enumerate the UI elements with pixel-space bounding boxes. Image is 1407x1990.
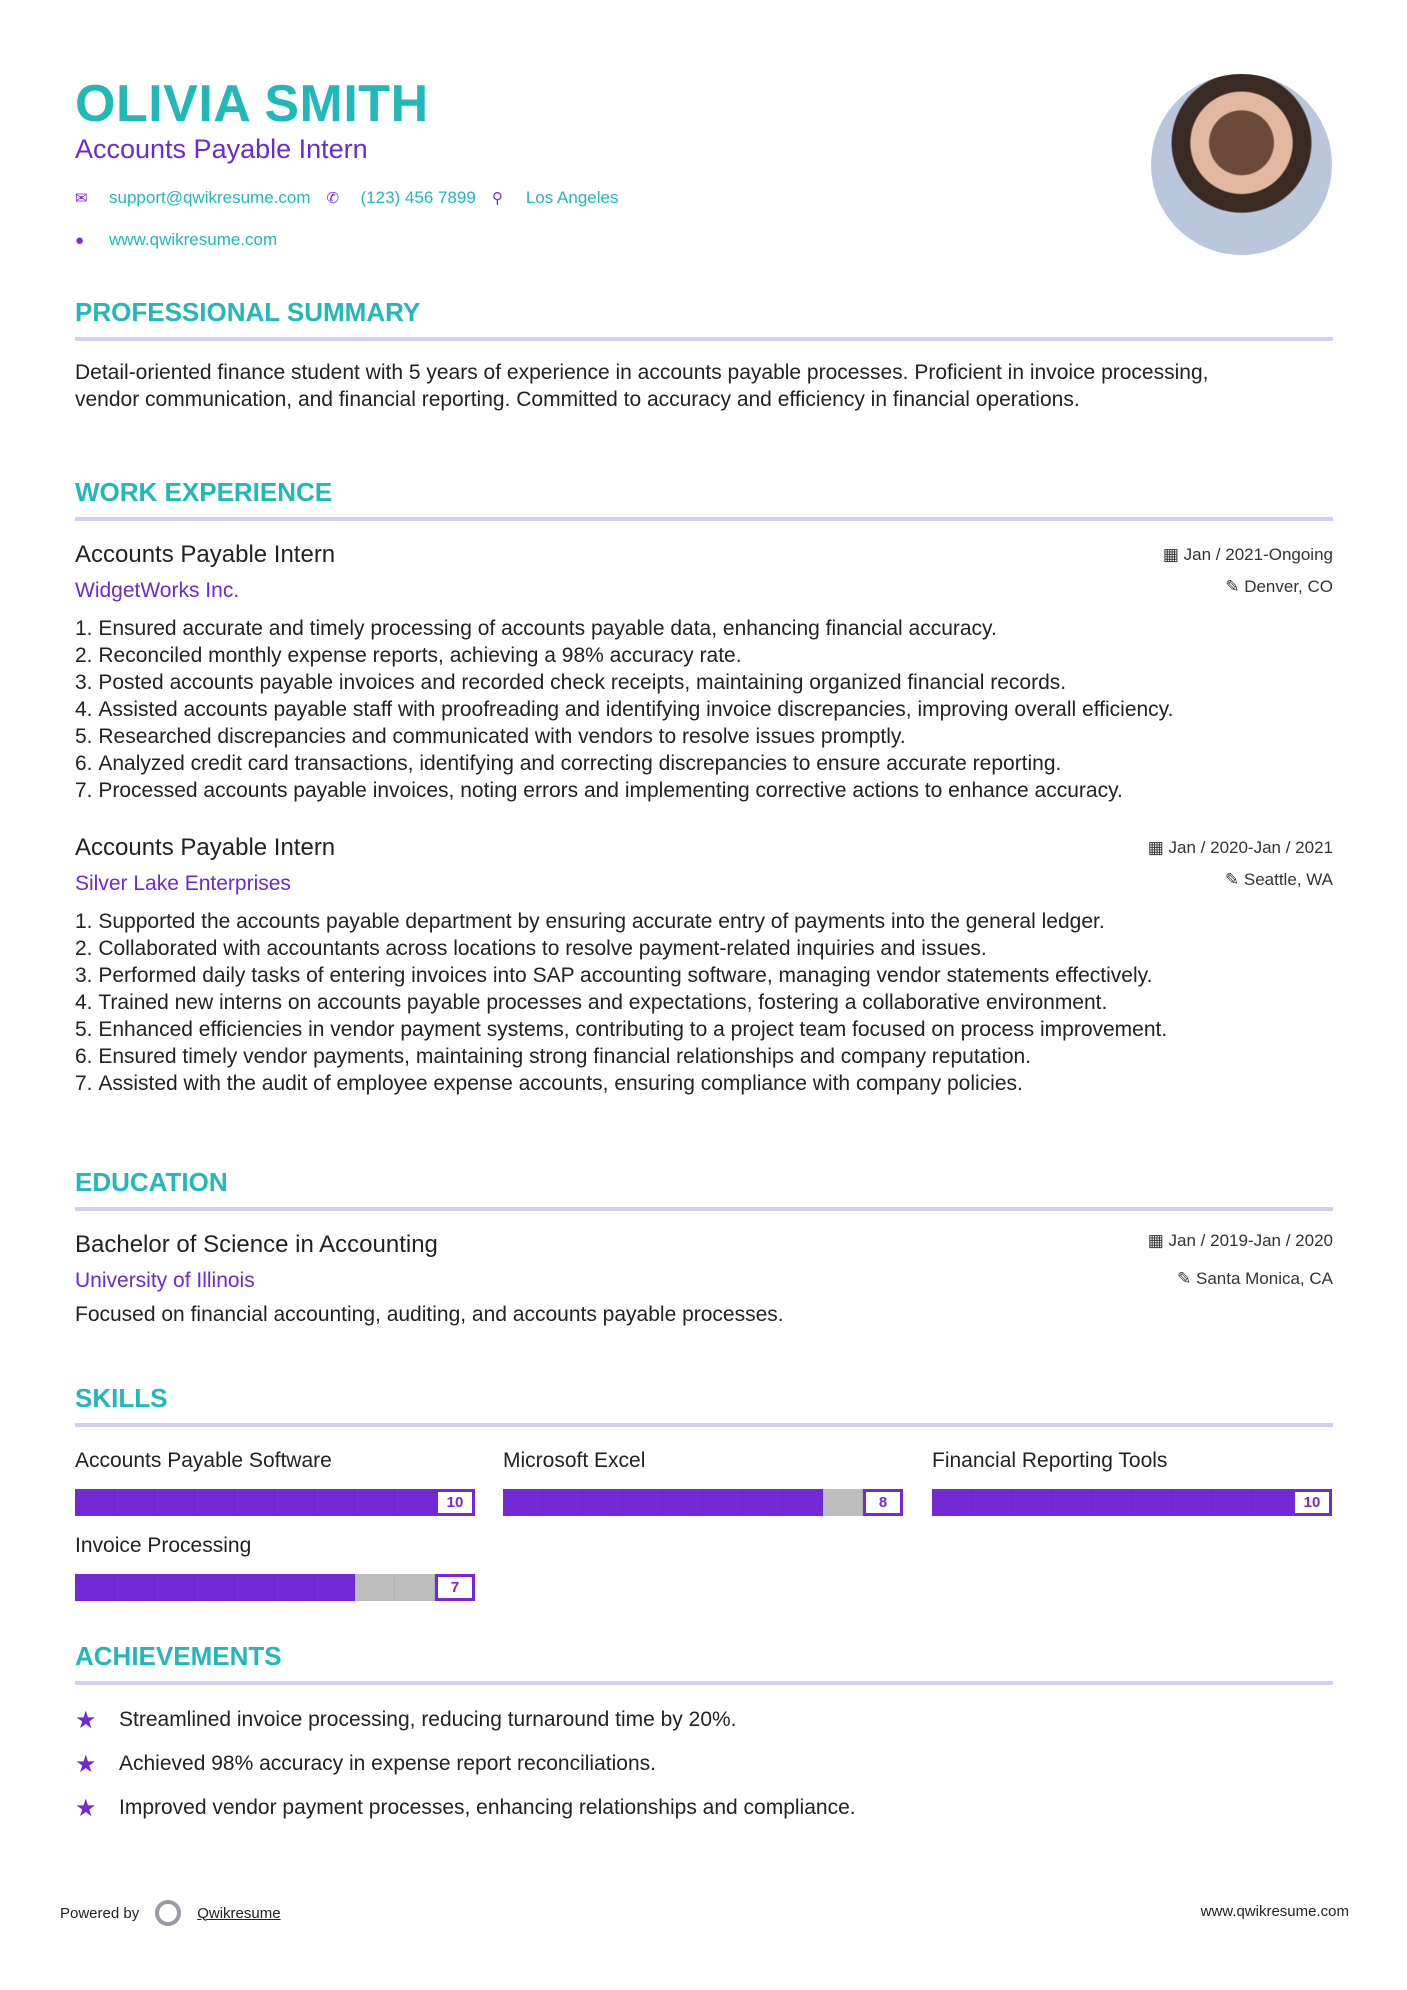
pin-icon: ✎ <box>1177 1269 1196 1288</box>
skill-bar <box>503 1489 903 1516</box>
achievement-item <box>75 1703 1333 1737</box>
location-text: Los Angeles <box>525 188 619 207</box>
skill-segment <box>275 1489 315 1516</box>
skill-item <box>932 1449 1332 1516</box>
phone-icon: ✆ <box>326 190 340 207</box>
list-item: 6. Analyzed credit card transactions, identifying and correcting discrepancies to ensure accurate reporting. <box>75 750 1333 777</box>
calendar-icon: ▦ <box>1147 838 1169 857</box>
envelope-icon: ✉ <box>75 190 88 207</box>
job-bullets <box>57 615 1333 804</box>
job-location: Denver, CO <box>1244 577 1333 596</box>
achievement-item <box>75 1791 1333 1825</box>
skill-segment <box>1012 1489 1052 1516</box>
job-dates: Jan / 2020-Jan / 2021 <box>1168 838 1333 857</box>
skill-segment <box>783 1489 823 1516</box>
achievement-text: Achieved 98% accuracy in expense report reconciliations. <box>119 1752 656 1775</box>
job-entry <box>75 834 1333 1097</box>
skill-segment <box>503 1489 543 1516</box>
skill-segment <box>275 1574 315 1601</box>
education-description: Focused on financial accounting, auditing, and accounts payable processes. <box>75 1303 784 1326</box>
contact-row <box>75 188 618 208</box>
skill-segment <box>703 1489 743 1516</box>
job-location: Seattle, WA <box>1243 870 1333 889</box>
skill-level: 7 <box>435 1574 475 1601</box>
qwikresume-logo-icon <box>155 1900 181 1926</box>
section-heading: EDUCATION <box>75 1167 228 1197</box>
list-item: 7. Assisted with the audit of employee expense accounts, ensuring compliance with company policies. <box>75 1070 1333 1097</box>
skill-level: 8 <box>863 1489 903 1516</box>
skill-name: Accounts Payable Software <box>75 1449 332 1472</box>
list-item: 3. Performed daily tasks of entering invoices into SAP accounting software, managing vendor statements effectively. <box>75 962 1333 989</box>
job-title: Accounts Payable Intern <box>75 134 368 164</box>
skill-segment <box>972 1489 1012 1516</box>
list-item: 4. Assisted accounts payable staff with proofreading and identifying invoice discrepancies, improving overall efficiency. <box>75 696 1333 723</box>
skill-segment <box>235 1489 275 1516</box>
summary-section <box>75 297 1333 413</box>
skill-segment <box>355 1489 395 1516</box>
skill-segment <box>823 1489 863 1516</box>
list-item: 3. Posted accounts payable invoices and recorded check receipts, maintaining organized financial records. <box>75 669 1333 696</box>
skill-segment <box>395 1489 435 1516</box>
website-link[interactable]: www.qwikresume.com <box>109 230 278 249</box>
candidate-name: OLIVIA SMITH <box>75 75 429 133</box>
company-name: Silver Lake Enterprises <box>75 872 291 895</box>
education-section <box>75 1167 1333 1328</box>
list-item: 2. Collaborated with accountants across locations to resolve payment-related inquiries and issues. <box>75 935 1333 962</box>
job-bullets <box>57 908 1333 1097</box>
job-dates: Jan / 2021-Ongoing <box>1183 545 1333 564</box>
skill-segment <box>115 1489 155 1516</box>
list-item: 5. Researched discrepancies and communicated with vendors to resolve issues promptly. <box>75 723 1333 750</box>
skill-segment <box>1052 1489 1092 1516</box>
calendar-icon: ▦ <box>1162 545 1184 564</box>
list-item: 1. Supported the accounts payable department by ensuring accurate entry of payments into the general ledger. <box>75 908 1333 935</box>
skill-segment <box>1132 1489 1172 1516</box>
calendar-icon: ▦ <box>1147 1231 1169 1250</box>
profile-photo <box>1151 74 1332 255</box>
job-entry <box>75 541 1333 804</box>
section-heading: PROFESSIONAL SUMMARY <box>75 297 421 327</box>
skill-segment <box>1172 1489 1212 1516</box>
skill-segment <box>355 1574 395 1601</box>
divider <box>75 337 1333 341</box>
work-section <box>75 477 1333 1097</box>
skill-level: 10 <box>435 1489 475 1516</box>
map-pin-icon: ⚲ <box>491 190 503 207</box>
divider <box>75 1681 1333 1685</box>
list-item: 6. Ensured timely vendor payments, maintaining strong financial relationships and company reputation. <box>75 1043 1333 1070</box>
shooting-star-icon: ★ <box>75 1706 97 1734</box>
skill-segment <box>315 1574 355 1601</box>
skill-segment <box>155 1489 195 1516</box>
achievement-text: Improved vendor payment processes, enhancing relationships and compliance. <box>119 1796 856 1819</box>
shooting-star-icon: ★ <box>75 1794 97 1822</box>
school: University of Illinois <box>75 1269 255 1292</box>
email-link[interactable]: support@qwikresume.com <box>109 188 311 207</box>
section-heading: SKILLS <box>75 1383 168 1413</box>
skill-segment <box>195 1574 235 1601</box>
skill-segment <box>315 1489 355 1516</box>
skill-level: 10 <box>1292 1489 1332 1516</box>
list-item: 7. Processed accounts payable invoices, noting errors and implementing corrective actions to enhance accuracy. <box>75 777 1333 804</box>
divider <box>75 1207 1333 1211</box>
shooting-star-icon: ★ <box>75 1750 97 1778</box>
education-location: Santa Monica, CA <box>1195 1269 1333 1288</box>
skill-segment <box>543 1489 583 1516</box>
section-heading: ACHIEVEMENTS <box>75 1641 282 1671</box>
divider <box>75 517 1333 521</box>
brand-link[interactable]: Qwikresume <box>197 1904 281 1922</box>
skill-segment <box>1212 1489 1252 1516</box>
list-item: 2. Reconciled monthly expense reports, achieving a 98% accuracy rate. <box>75 642 1333 669</box>
company-name: WidgetWorks Inc. <box>75 579 240 602</box>
phone-text: (123) 456 7899 <box>360 188 476 207</box>
skill-segment <box>583 1489 623 1516</box>
skill-segment <box>395 1574 435 1601</box>
skill-segment <box>75 1489 115 1516</box>
skill-item <box>75 1449 475 1516</box>
skills-section <box>75 1383 1333 1613</box>
summary-text: Detail-oriented finance student with 5 years of experience in accounts payable processes. Proficient in invoice processing, vendor communication, and financial reporting. Committed to accuracy and efficiency in financial operations. <box>75 361 1209 411</box>
skill-segment <box>623 1489 663 1516</box>
skill-segment <box>235 1574 275 1601</box>
education-dates: Jan / 2019-Jan / 2020 <box>1168 1231 1333 1250</box>
skill-bar <box>75 1489 475 1516</box>
skill-item <box>75 1534 475 1601</box>
skill-segment <box>663 1489 703 1516</box>
skill-segment <box>75 1574 115 1601</box>
website-row <box>75 230 277 250</box>
section-heading: WORK EXPERIENCE <box>75 477 333 507</box>
skill-segment <box>743 1489 783 1516</box>
skill-segment <box>155 1574 195 1601</box>
skill-segment <box>1252 1489 1292 1516</box>
achievements-section <box>75 1641 1333 1835</box>
degree: Bachelor of Science in Accounting <box>75 1231 438 1258</box>
skill-segment <box>195 1489 235 1516</box>
skill-bar <box>932 1489 1332 1516</box>
footer-left <box>60 1900 281 1926</box>
skill-bar <box>75 1574 475 1601</box>
pin-icon: ✎ <box>1225 577 1245 596</box>
skill-segment <box>115 1574 155 1601</box>
globe-icon: ● <box>75 231 85 249</box>
powered-by-label: Powered by <box>60 1904 140 1922</box>
list-item: 1. Ensured accurate and timely processing of accounts payable data, enhancing financial accuracy. <box>75 615 1333 642</box>
footer-website[interactable]: www.qwikresume.com <box>1200 1903 1349 1920</box>
divider <box>75 1423 1333 1427</box>
job-position: Accounts Payable Intern <box>75 834 336 861</box>
skill-name: Financial Reporting Tools <box>932 1449 1168 1472</box>
skill-name: Invoice Processing <box>75 1534 252 1557</box>
skill-item <box>503 1449 903 1516</box>
pin-icon: ✎ <box>1224 870 1244 889</box>
skill-segment <box>1092 1489 1132 1516</box>
achievement-item <box>75 1747 1333 1781</box>
skill-segment <box>932 1489 972 1516</box>
job-position: Accounts Payable Intern <box>75 541 336 568</box>
list-item: 5. Enhanced efficiencies in vendor payment systems, contributing to a project team focused on process improvement. <box>75 1016 1333 1043</box>
skill-name: Microsoft Excel <box>503 1449 646 1472</box>
achievement-text: Streamlined invoice processing, reducing turnaround time by 20%. <box>119 1708 737 1731</box>
list-item: 4. Trained new interns on accounts payable processes and expectations, fostering a collaborative environment. <box>75 989 1333 1016</box>
